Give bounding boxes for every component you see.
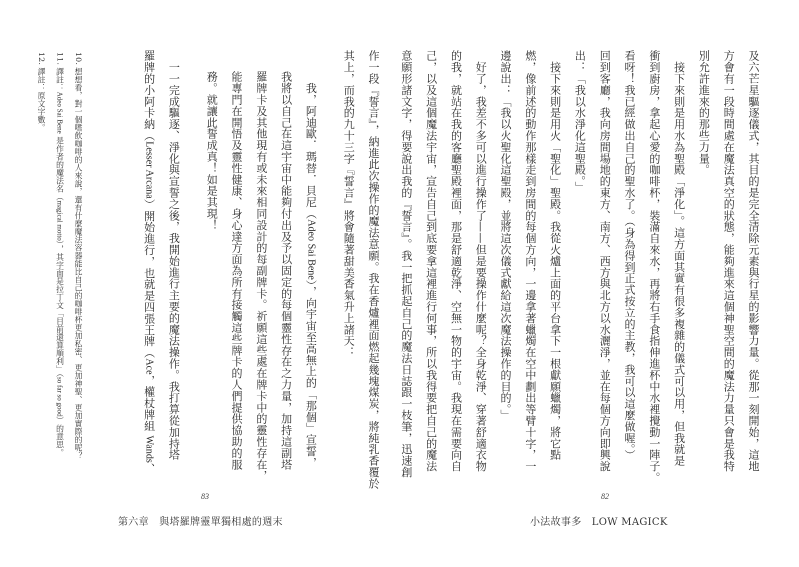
text-column: 別允許進來的那些力量。 [697, 50, 711, 176]
footnotes [32, 52, 88, 460]
right-page-body [393, 50, 765, 483]
latin-run: Lesser Arcana [143, 141, 155, 199]
latin-run: Ace [143, 358, 155, 375]
latin-run: so far so good [55, 377, 64, 417]
text-column: 燃，像前述的動作那樣走到房間的每個方向，一邊拿著蠟燭在空中劃出等臂十字，一 [523, 50, 537, 472]
text-column: 回到客廳，我向房間場地的東方、南方、西方與北方以水灑淨，並在每個方向即興說 [598, 50, 612, 472]
quote-column: 務。就讓此誓成真！如是其現！ [205, 70, 219, 231]
text-column: 其上，而我的九十三字『誓言』將會隨著甜美香氣升上諸天： [342, 50, 356, 358]
footnote-11: 11. 譯註：Adeo Sai Bene 是作者的魔法名（magical motto），其字面是拉丁文「目前還算順利」（so far so good）的意思。 [55, 52, 65, 457]
latin-run: Adeo Sai Bene [55, 91, 64, 134]
quote-column: 能專門在開悟及靈性健康、身心達方面為所有接觸這些牌卡的人們提供協助的服 [230, 70, 244, 470]
text-column: 羅牌的小阿卡納（Lesser Arcana）開始進行，也就是四張王牌（Ace，權杖牌組 Wands、 [142, 50, 156, 475]
text-column: 一一完成驅逐、淨化與宣誓之後，我開始進行主要的魔法操作。我打算從加持塔 [167, 50, 181, 461]
latin-run: Adeo Sai Bene [305, 219, 317, 280]
quote-column: 羅牌卡及其他現有或未來相同設計的每副牌卡。祈願這些處在牌卡中的靈性存在， [254, 70, 268, 482]
text-column: 的我，就站在我的客廳聖殿裡面，那是舒適乾淨、空無一物的宇宙。我現在需要向自 [449, 50, 463, 472]
running-title-left: 第六章 與塔羅牌靈單獨相處的週末 [118, 517, 283, 528]
running-title-right: 小法故事多 LOW MAGICK [530, 517, 668, 528]
latin-run: magical motto [55, 200, 64, 241]
quote-column: 我，阿迪歐．瑪替．貝尼（Adeo Sai Bene），向宇宙至高無上的「那個」宣誓， [304, 70, 318, 468]
page-number-right: 82 [601, 492, 609, 501]
text-column: 接下來則是用水為聖殿「淨化」。這方面其實有很多複雜的儀式可以用，但我就是 [672, 50, 686, 467]
page-number-left: 83 [201, 492, 209, 501]
footnote-12: 12. 譯註：原文字數。 [37, 52, 46, 132]
latin-run: Wands [143, 435, 155, 463]
oath-quote-block [198, 50, 322, 489]
left-page-body [136, 50, 385, 489]
quote-column: 我將以自己在這宇宙中能夠付出及予以固定的每個靈性存在之力量，加持這副塔 [279, 70, 293, 470]
footnote-10: 10. 想想看，對一個嗜飲咖啡的人來說，還有什麼魔法容器能比自己的咖啡杯更加私密、更加神聖、更加實際的呢？ [74, 52, 83, 460]
text-column: 邊說出：「我以火聖化這聖殿，並將這次儀式獻給這次魔法操作的目的。」 [499, 50, 513, 421]
text-column: 及六芒星驅逐儀式，其目的是完全清除元素與行星的影響力量。從那一刻開始，這地 [747, 50, 760, 472]
text-column: 好了，我差不多可以進行操作了——但是要操作什麼呢？全身乾淨、穿著舒適衣物 [474, 50, 488, 472]
text-column: 看呀！我已經做出自己的聖水了。（身為得到正式按立的主教，我可以這麼做喔。） [623, 50, 637, 461]
text-column: 接下來則是用火「聖化」聖殿。我從火爐上面的平台拿下一根獻願蠟燭，將它點 [548, 50, 562, 461]
text-column: 意願形諸文字，得要說出我的『誓言』。我一把抓起自己的魔法日誌跟一枝筆，迅速創 [399, 50, 413, 478]
text-column: 出：「我以水淨化這聖殿。」 [573, 50, 587, 193]
text-column: 衝到廚房，拿起心愛的咖啡杯，裝滿自來水，再將右手食指伸進杯中水裡攪動一陣子。 [647, 50, 661, 484]
text-column: 方會有一段時間處在魔法真空的狀態，能夠進來這個神聖空間的魔法力量只會是我特 [722, 50, 736, 472]
text-column: 作一段『誓言』，納進此次操作的魔法意願。我在香爐裡面燃起幾塊煤炭，將純乳香覆於 [367, 50, 380, 490]
text-column: 己，以及這個魔法宇宙，宣告自己到底要拿這裡進行何事，所以我得要把自己的魔法 [424, 50, 438, 472]
